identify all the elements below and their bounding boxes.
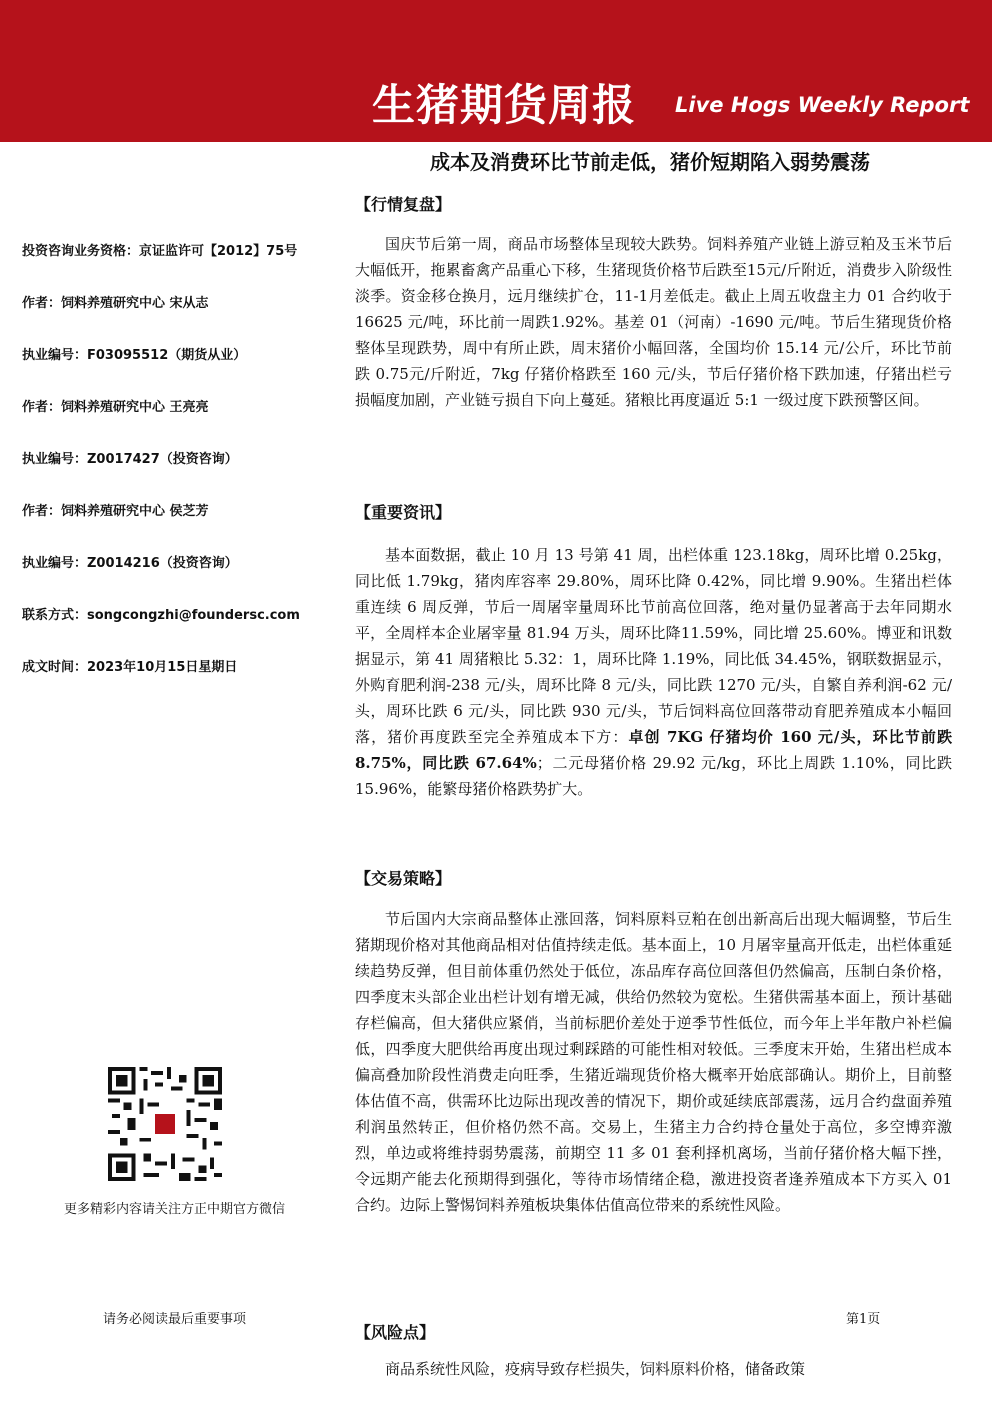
key-news-tail: ；二元母猪价格 29.92 元/kg，环比上周跌 1.10%，同比跌 15.96%，能繁母猪价格跌势扩大。 [355,754,952,798]
strategy-text [355,906,952,1218]
qr-caption: 更多精彩内容请关注方正中期官方微信 [63,1202,285,1217]
page-number: 第1页 [846,1312,881,1327]
header-banner [0,0,992,142]
key-news-text [355,542,952,802]
market-review-paragraph: 国庆节后第一周，商品市场整体呈现较大跌势。饲料养殖产业链上游豆粕及玉米节后大幅低开，拖累畜禽产品重心下移，生猪现货价格节后跌至15元/斤附近，消费步入阶级性淡季。资金移仓换月，远月继续扩仓，11-1月差低走。截止上周五收盘主力 01 合约收于 16625 元/吨，环比前一周跌1.92%。基差 01（河南）-1690 元/吨。节后生猪现货价格整体呈现跌势，周中有所止跌，周末猪价小幅回落，全国均价 15.14 元/公斤，环比节前跌 0.75元/斤附近，7kg 仔猪价格跌至 160 元/头，节后仔猪价格下跌加速，仔猪出栏亏损幅度加剧，产业链亏损自下向上蔓延。猪粮比再度逼近 5:1 一级过度下跌预警区间。 [355,235,952,409]
section-heading-key-news: 【重要资讯】 [355,503,452,522]
market-review-text [355,231,952,413]
cert-line: 执业编号：Z0017427（投资咨询） [22,452,238,467]
key-news-paragraph [355,542,952,802]
risk-paragraph: 商品系统性风险，疫病导致存栏损失，饲料原料价格，储备政策 [385,1360,806,1378]
author-line: 作者：饲料养殖研究中心 王亮亮 [22,400,209,415]
risk-text [355,1356,952,1382]
footer-note: 请务必阅读最后重要事项 [102,1312,246,1327]
author-line: 作者：饲料养殖研究中心 宋从志 [22,296,209,311]
headline: 成本及消费环比节前走低，猪价短期陷入弱势震荡 [430,150,870,174]
section-heading-market-review: 【行情复盘】 [355,195,452,214]
license-line: 投资咨询业务资格：京证监许可【2012】75号 [22,244,298,259]
report-title-cn: 生猪期货周报 [372,81,636,131]
author-line: 作者：饲料养殖研究中心 侯芝芳 [22,504,209,519]
date-line: 成文时间：2023年10月15日星期日 [22,660,238,675]
contact-line: 联系方式：songcongzhi@foundersc.com [22,608,300,623]
cert-line: 执业编号：Z0014216（投资咨询） [22,556,238,571]
cert-line: 执业编号：F03095512（期货从业） [22,348,247,363]
key-news-body: 基本面数据，截止 10 月 13 号第 41 周，出栏体重 123.18kg，周环比增 0.25kg，同比低 1.79kg，猪肉库容率 29.80%，周环比降 0.42%，同比增 9.90%。生猪出栏体重连续 6 周反弹，节后一周屠宰量周环比节前高位回落，绝对量仍显著高于去年同期水平，全周样本企业屠宰量 81.94 万头，周环比降11.59%，同比增 25.60%。博亚和讯数据显示，第 41 周猪粮比 5.32：1，周环比降 1.19%，同比低 34.45%，钢联数据显示，外购育肥利润-238 元/头，周环比降 8 元/头，同比跌 1270 元/头，自繁自养利润-62 元/头，周环比跌 6 元/头，同比跌 930 元/头，节后饲料高位回落带动育肥养殖成本小幅回落，猪价再度跌至完全养殖成本下方： [355,546,952,746]
section-heading-strategy: 【交易策略】 [355,869,452,888]
section-heading-risk: 【风险点】 [355,1323,436,1342]
report-title-en: Live Hogs Weekly Report [675,93,970,117]
strategy-paragraph: 节后国内大宗商品整体止涨回落，饲料原料豆粕在创出新高后出现大幅调整，节后生猪期现价格对其他商品相对估值持续走低。基本面上，10 月屠宰量高开低走，出栏体重延续趋势反弹，但目前体重仍然处于低位，冻品库存高位回落但仍然偏高，压制白条价格，四季度末头部企业出栏计划有增无减，供给仍然较为宽松。生猪供需基本面上，预计基础存栏偏高，但大猪供应紧俏，当前标肥价差处于逆季节性低位，而今年上半年散户补栏偏低，四季度大肥供给再度出现过剩踩踏的可能性相对较低。三季度末开始，生猪出栏成本偏高叠加阶段性消费走向旺季，生猪近端现货价格大概率开始底部确认。期价上，目前整体估值不高，供需环比边际出现改善的情况下，期价或延续底部震荡，远月合约盘面养殖利润虽然转正，但价格仍然不高。交易上，生猪主力合约持仓量处于高位，多空博弈激烈，单边或将维持弱势震荡，前期空 11 多 01 套利择机离场，当前仔猪价格大幅下挫，令远期产能去化预期得到强化，等待市场情绪企稳，激进投资者逢养殖成本下方买入 01 合约。边际上警惕饲料养殖板块集体估值高位带来的系统性风险。 [355,910,952,1214]
key-news-highlight: 卓创 7KG 仔猪均价 160 元/头，环比节前跌 8.75%，同比跌 67.64% [355,728,952,772]
qr-code-icon [108,1067,222,1181]
